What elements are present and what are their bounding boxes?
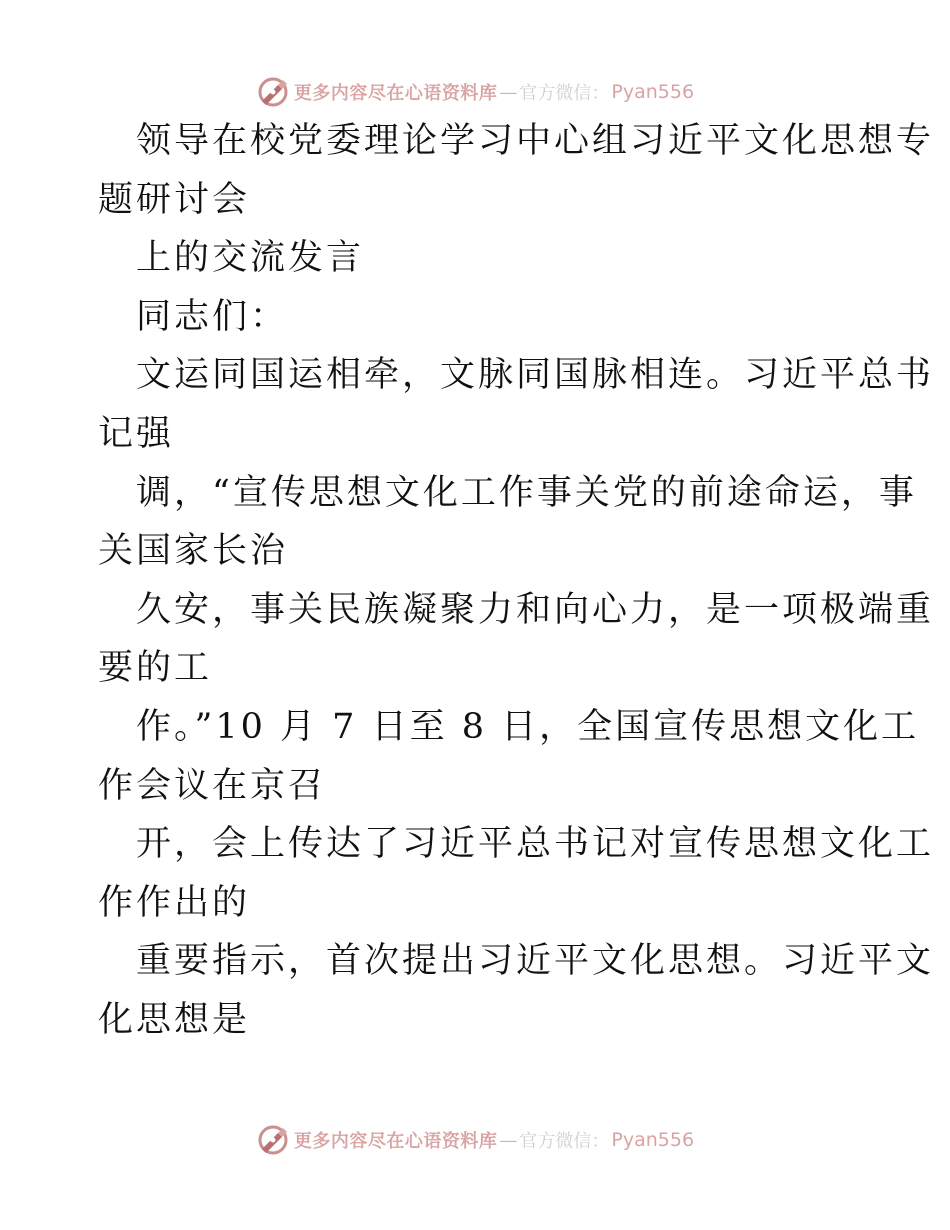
header-watermark bbox=[0, 72, 950, 112]
pen-nib-logo-icon bbox=[256, 1123, 290, 1157]
watermark-title: 更多内容尽在心语资料库 bbox=[293, 1131, 498, 1152]
text-line: 久安，事关民族凝聚力和向心力，是一项极端重 bbox=[136, 589, 935, 630]
text-line: 作。”10 月 7 日至 8 日，全国宣传思想文化工 bbox=[136, 706, 920, 747]
text-line: 文运同国运相牵，文脉同国脉相连。习近平总书 bbox=[136, 355, 935, 396]
watermark-wechat-id: Pyan556 bbox=[611, 1129, 695, 1151]
footer-watermark bbox=[0, 1120, 950, 1160]
text-line: 上的交流发言 bbox=[136, 238, 365, 279]
text-line: 化思想是 bbox=[98, 999, 251, 1040]
text-line: 作作出的 bbox=[98, 882, 251, 923]
text-line: 领导在校党委理论学习中心组习近平文化思想专 bbox=[136, 121, 935, 161]
watermark-wechat-label: 官方微信： bbox=[519, 1131, 610, 1152]
text-line: 题研讨会 bbox=[98, 179, 251, 220]
watermark-wechat-id: Pyan556 bbox=[611, 81, 695, 103]
text-line: 关国家长治 bbox=[98, 531, 289, 572]
text-line: 记强 bbox=[98, 413, 175, 454]
text-line: 作会议在京召 bbox=[98, 765, 327, 806]
text-line: 开，会上传达了习近平总书记对宣传思想文化工 bbox=[136, 824, 935, 865]
text-line: 同志们： bbox=[136, 296, 289, 337]
watermark-dash: — bbox=[499, 1129, 518, 1151]
text-line: 调，“宣传思想文化工作事关党的前途命运，事 bbox=[136, 472, 917, 513]
watermark-dash: — bbox=[499, 81, 518, 103]
watermark-wechat-label: 官方微信： bbox=[519, 83, 610, 104]
document-body bbox=[98, 112, 935, 1050]
pen-nib-logo-icon bbox=[256, 75, 290, 109]
text-line: 重要指示，首次提出习近平文化思想。习近平文 bbox=[136, 941, 935, 982]
watermark-title: 更多内容尽在心语资料库 bbox=[293, 83, 498, 104]
text-line: 要的工 bbox=[98, 648, 213, 689]
